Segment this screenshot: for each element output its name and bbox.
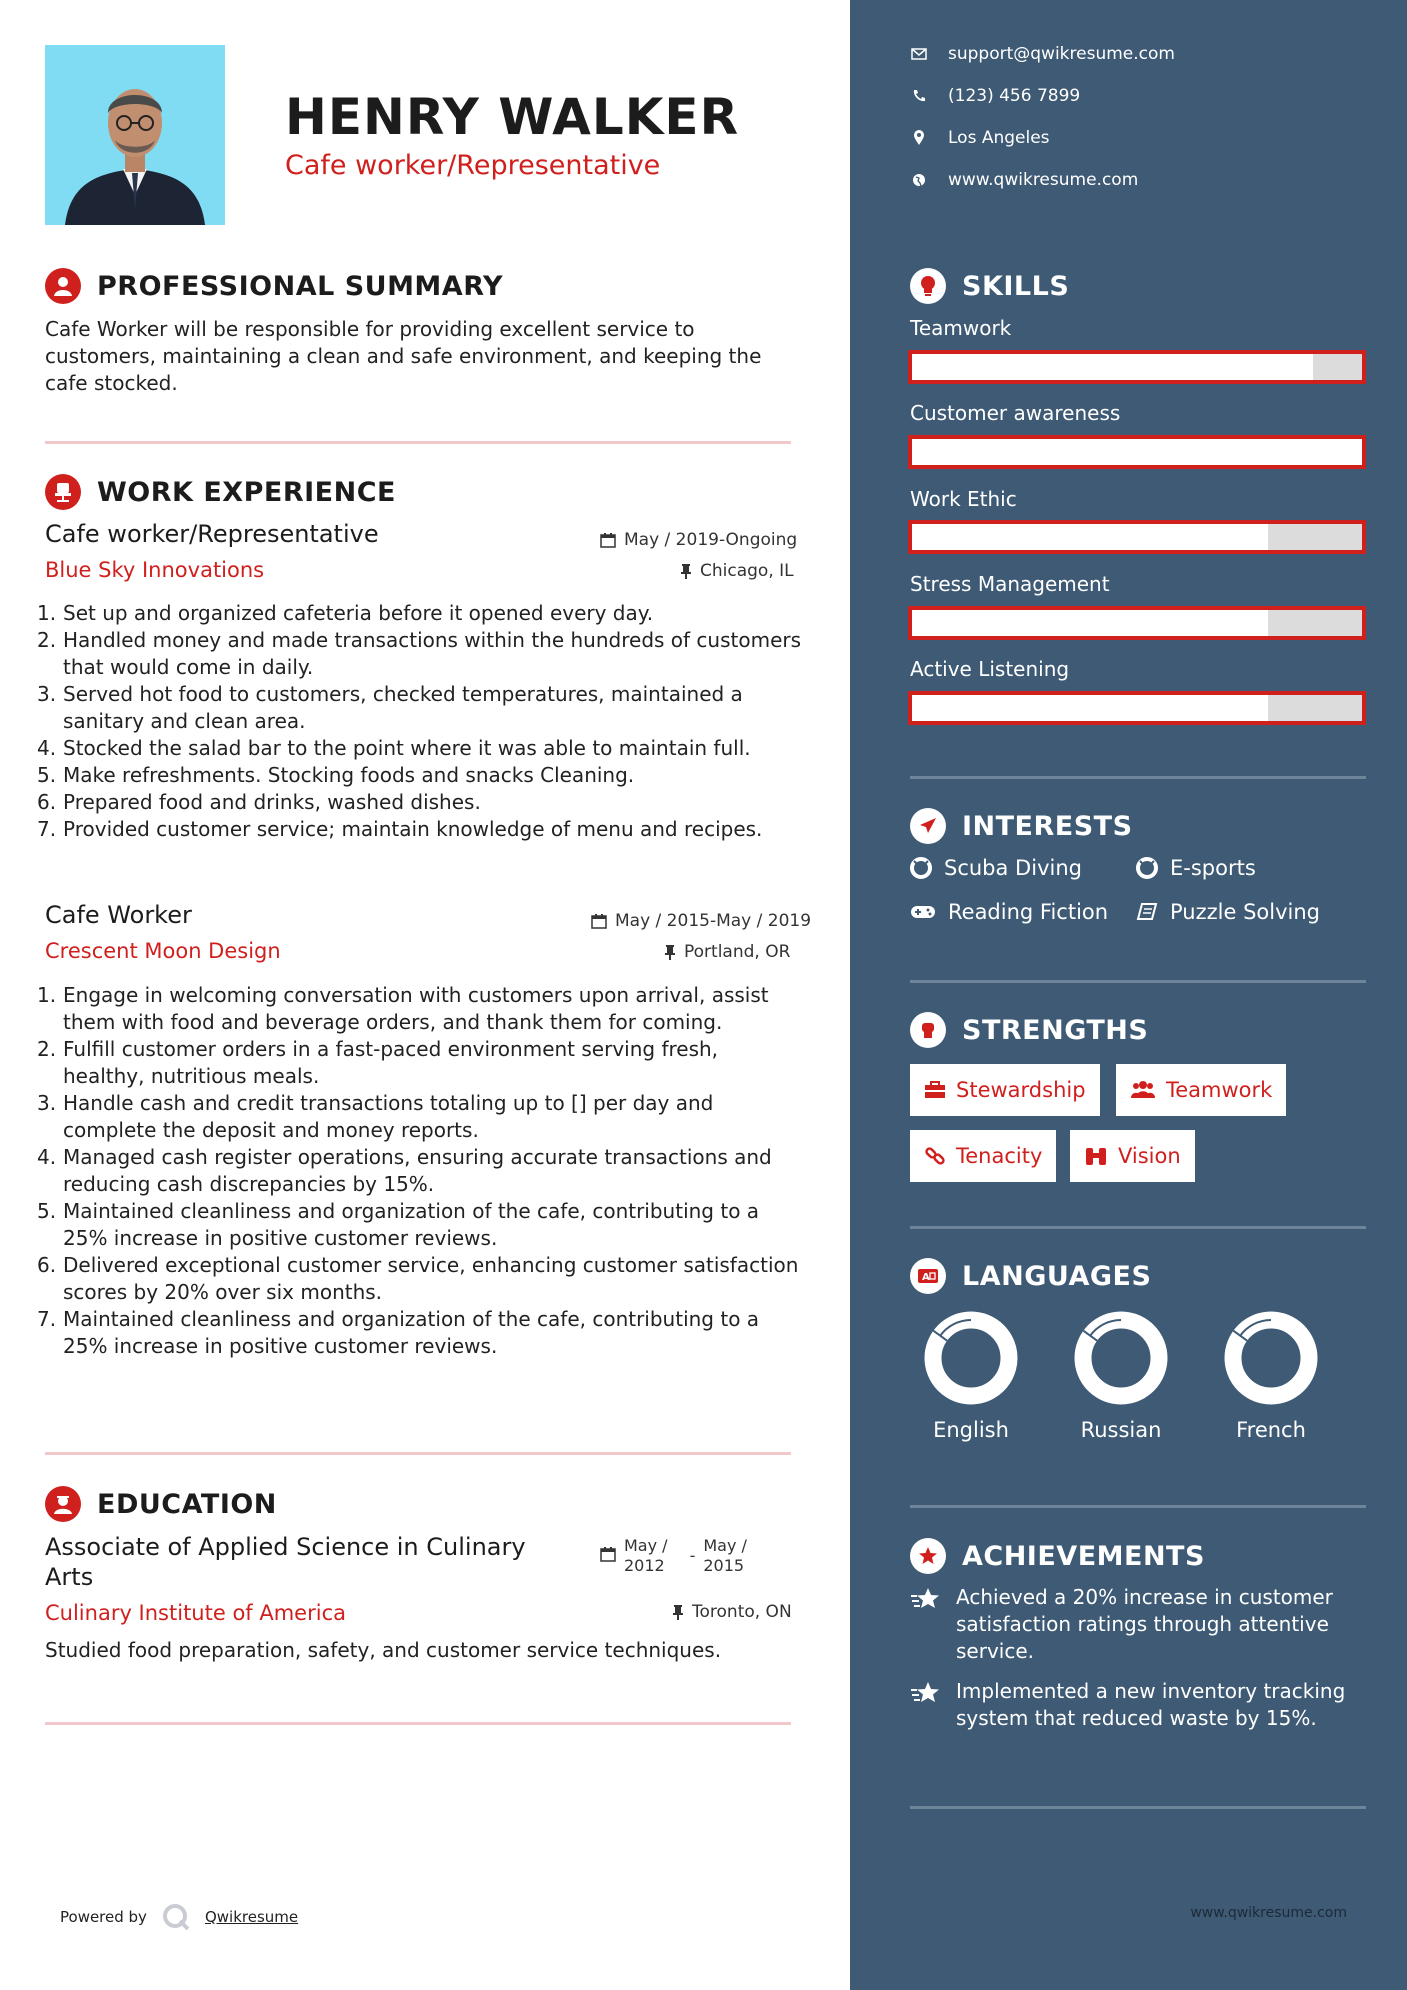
interest-item: Puzzle Solving	[1136, 900, 1320, 924]
job-date-text: May / 2015-May / 2019	[615, 911, 812, 931]
job-location-text: Chicago, IL	[700, 561, 794, 581]
sidebar-divider	[910, 776, 1366, 779]
contact-website: www.qwikresume.com	[910, 170, 1138, 190]
skill-label: Active Listening	[910, 657, 1070, 681]
sidebar	[850, 0, 1407, 1990]
languages-title: LANGUAGES	[962, 1260, 1152, 1292]
chair-icon	[45, 474, 81, 510]
skills-header	[910, 268, 1069, 304]
contact-phone: (123) 456 7899	[910, 86, 1080, 106]
list-item: 3. Served hot food to customers, checked temperatures, maintained a sanitary and clean area.	[37, 682, 743, 733]
list-item: 4. Managed cash register operations, ensuring accurate transactions and reducing cash discrepancies by 15%.	[37, 1145, 772, 1196]
education-header	[45, 1486, 277, 1522]
skill-bar-fill	[912, 439, 1362, 465]
strength-tag: Tenacity	[910, 1130, 1056, 1182]
end-date: May / 2015	[703, 1536, 747, 1575]
job-duties	[37, 982, 805, 1360]
strength-tag: Stewardship	[910, 1064, 1100, 1116]
education-date-row	[600, 1536, 747, 1576]
users-icon	[1130, 1081, 1156, 1099]
map-pin-icon	[910, 130, 928, 146]
job-location-text: Portland, OR	[684, 942, 791, 962]
list-item: 6. Delivered exceptional customer service, enhancing customer satisfaction scores by 20% over six months.	[37, 1253, 799, 1304]
skill-bar-fill	[912, 354, 1313, 380]
section-divider	[45, 441, 791, 444]
section-divider	[45, 1452, 791, 1455]
language-item	[1051, 1310, 1191, 1442]
list-item: 7. Provided customer service; maintain knowledge of menu and recipes.	[37, 817, 763, 841]
strengths-title: STRENGTHS	[962, 1014, 1149, 1046]
language-label: Russian	[1080, 1418, 1162, 1442]
calendar-icon	[600, 1546, 616, 1562]
job-date-text: May / 2019-Ongoing	[624, 530, 798, 550]
skill-label: Customer awareness	[910, 401, 1121, 425]
candidate-name: HENRY WALKER	[285, 88, 740, 146]
job-location-row	[680, 561, 794, 581]
education-location-row	[672, 1602, 792, 1622]
list-item: 7. Maintained cleanliness and organization of the cafe, contributing to a 25% increase in positive customer reviews.	[37, 1307, 760, 1358]
translate-icon	[910, 1258, 946, 1294]
pin-icon	[672, 1604, 684, 1620]
education-description: Studied food preparation, safety, and customer service techniques.	[45, 1638, 722, 1662]
experience-title: WORK EXPERIENCE	[97, 476, 396, 508]
skill-bar	[908, 350, 1366, 384]
school-name: Culinary Institute of America	[45, 1601, 346, 1625]
envelope-icon	[910, 48, 928, 60]
pin-icon	[680, 563, 692, 579]
globe-icon	[910, 173, 928, 187]
list-item: 3. Handle cash and credit transactions totaling up to [] per day and complete the deposit and money reports.	[37, 1091, 714, 1142]
skill-bar	[908, 691, 1366, 725]
language-item	[1201, 1310, 1341, 1442]
paper-plane-icon	[910, 808, 946, 844]
skill-bar-fill	[912, 695, 1268, 721]
binoculars-icon	[1084, 1146, 1108, 1166]
calendar-icon	[591, 913, 607, 929]
language-ring	[1073, 1310, 1169, 1406]
interest-item: Scuba Diving	[910, 856, 1082, 880]
list-item: 1. Set up and organized cafeteria before it opened every day.	[37, 601, 654, 625]
job-date-row	[591, 911, 811, 931]
profile-photo	[45, 45, 225, 225]
list-item: 5. Make refreshments. Stocking foods and snacks Cleaning.	[37, 763, 635, 787]
powered-by: Powered by Qwikresume	[60, 1902, 298, 1932]
job-date-row	[600, 530, 797, 550]
strengths-header	[910, 1012, 1148, 1048]
summary-header	[45, 268, 503, 304]
list-item: 6. Prepared food and drinks, washed dishes.	[37, 790, 481, 814]
experience-header	[45, 474, 396, 510]
contact-email: support@qwikresume.com	[910, 44, 1175, 64]
job-company: Blue Sky Innovations	[45, 558, 265, 582]
lightbulb-icon	[910, 268, 946, 304]
qwikresume-link[interactable]: Qwikresume	[204, 1908, 299, 1926]
strength-tag: Teamwork	[1116, 1064, 1286, 1116]
link-icon	[924, 1145, 946, 1167]
degree-title: Associate of Applied Science in Culinary Arts	[45, 1533, 526, 1591]
job-title: Cafe Worker	[45, 901, 192, 929]
job-company: Crescent Moon Design	[45, 939, 281, 963]
skill-label: Teamwork	[910, 316, 1012, 340]
star-icon	[910, 1584, 942, 1665]
lifebuoy-icon	[910, 857, 932, 879]
sidebar-divider	[910, 980, 1366, 983]
section-divider	[45, 1722, 791, 1725]
skill-label: Stress Management	[910, 572, 1110, 596]
sidebar-divider	[910, 1806, 1366, 1809]
skill-bar-fill	[912, 524, 1268, 550]
qwikresume-logo-icon	[161, 1902, 191, 1932]
achievements-title: ACHIEVEMENTS	[962, 1540, 1205, 1572]
phone-icon	[910, 89, 928, 103]
footer-website[interactable]: www.qwikresume.com	[1190, 1905, 1347, 1921]
list-item: 2. Handled money and made transactions within the hundreds of customers that would come in daily.	[37, 628, 802, 679]
skills-title: SKILLS	[962, 270, 1070, 302]
interest-item: Reading Fiction	[910, 900, 1108, 924]
achievement-item: Achieved a 20% increase in customer satisfaction ratings through attentive service.	[910, 1584, 1370, 1665]
book-icon	[1136, 902, 1158, 922]
summary-text: Cafe Worker will be responsible for providing excellent service to customers, maintaining a clean and safe environment, and keeping the cafe stocked.	[45, 317, 762, 395]
lifebuoy-icon	[1136, 857, 1158, 879]
job-duties	[37, 600, 805, 843]
job-location-row	[664, 942, 790, 962]
fist-icon	[910, 1012, 946, 1048]
briefcase-icon	[924, 1081, 946, 1099]
svg-text:A: A	[922, 1272, 930, 1283]
gamepad-icon	[910, 903, 936, 921]
achievement-item: Implemented a new inventory tracking system that reduced waste by 15%.	[910, 1678, 1370, 1732]
skill-bar	[908, 435, 1366, 469]
interest-item: E-sports	[1136, 856, 1256, 880]
star-badge-icon	[910, 1538, 946, 1574]
language-ring	[923, 1310, 1019, 1406]
sidebar-divider	[910, 1226, 1366, 1229]
languages-header	[910, 1258, 1151, 1294]
education-title: EDUCATION	[97, 1488, 277, 1520]
education-location-text: Toronto, ON	[692, 1602, 792, 1622]
pin-icon	[664, 944, 676, 960]
language-label: English	[933, 1418, 1009, 1442]
graduate-icon	[45, 1486, 81, 1522]
list-item: 2. Fulfill customer orders in a fast-paced environment serving fresh, healthy, nutritious meals.	[37, 1037, 719, 1088]
language-label: French	[1236, 1418, 1306, 1442]
date-separator: -	[689, 1546, 696, 1565]
interests-header	[910, 808, 1133, 844]
list-item: 4. Stocked the salad bar to the point where it was able to maintain full.	[37, 736, 751, 760]
user-icon	[45, 268, 81, 304]
skill-label: Work Ethic	[910, 487, 1017, 511]
skill-bar-fill	[912, 610, 1268, 636]
skill-bar	[908, 606, 1366, 640]
calendar-icon	[600, 532, 616, 548]
skill-bar	[908, 520, 1366, 554]
language-ring	[1223, 1310, 1319, 1406]
achievements-header	[910, 1538, 1205, 1574]
job-title: Cafe worker/Representative	[45, 520, 379, 548]
contact-location: Los Angeles	[910, 128, 1050, 148]
star-icon	[910, 1678, 942, 1732]
start-date: May / 2012	[624, 1536, 668, 1575]
sidebar-divider	[910, 1505, 1366, 1508]
strength-tag: Vision	[1070, 1130, 1195, 1182]
list-item: 5. Maintained cleanliness and organization of the cafe, contributing to a 25% increase in positive customer reviews.	[37, 1199, 760, 1250]
interests-title: INTERESTS	[962, 810, 1133, 842]
list-item: 1. Engage in welcoming conversation with customers upon arrival, assist them with food and beverage orders, and thank them for coming.	[37, 983, 769, 1034]
summary-title: PROFESSIONAL SUMMARY	[97, 270, 504, 302]
language-item	[901, 1310, 1041, 1442]
candidate-role: Cafe worker/Representative	[285, 150, 661, 181]
